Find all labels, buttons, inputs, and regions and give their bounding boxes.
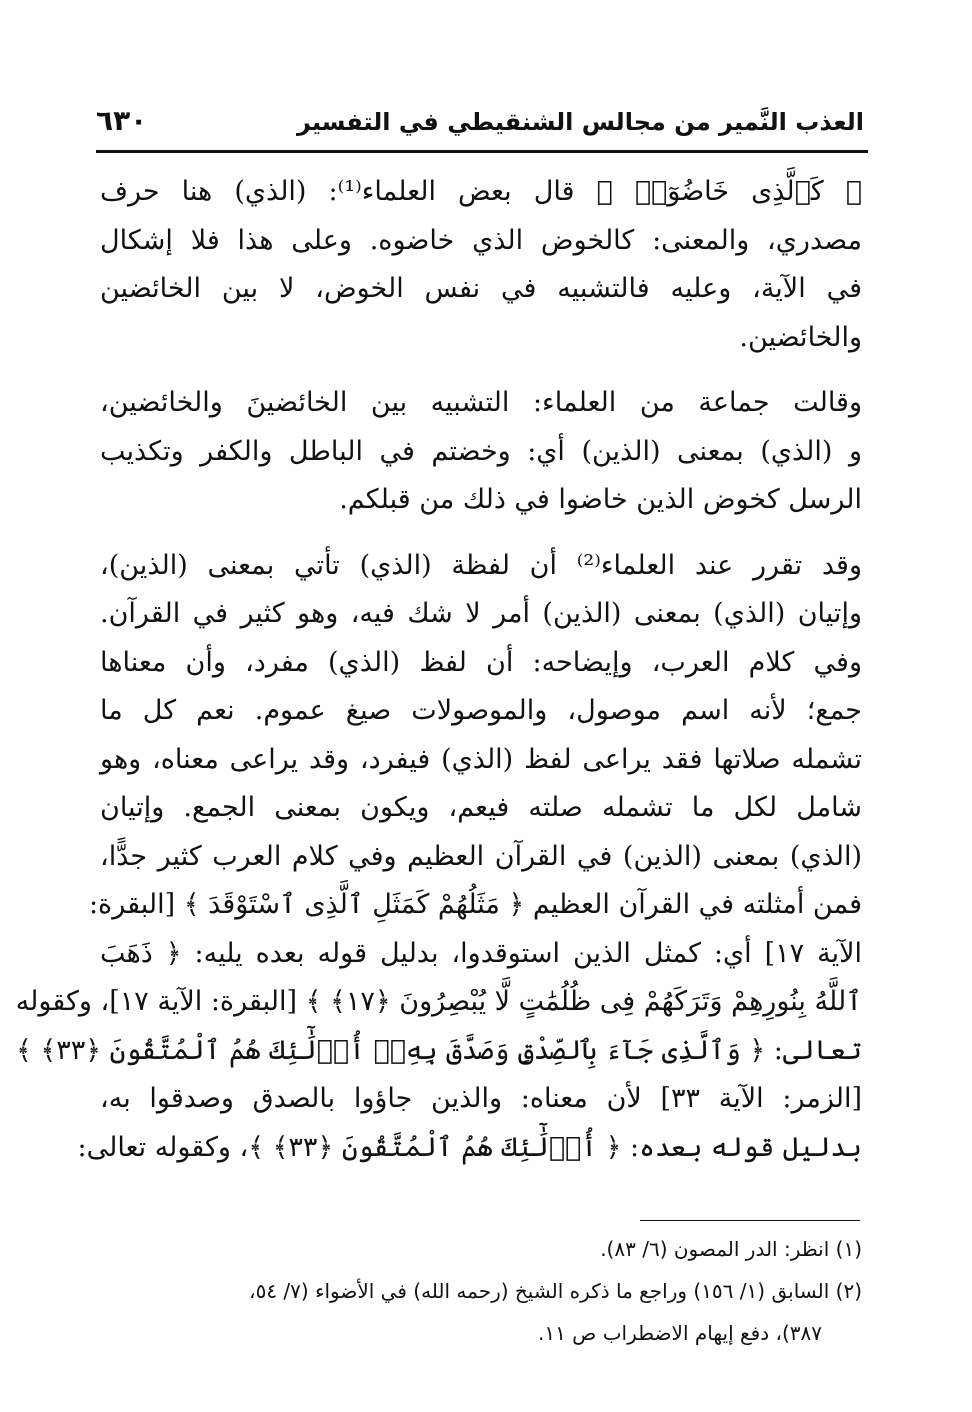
body-line: والخائضين. — [739, 321, 862, 353]
running-title: العذب النَّمير من مجالس الشنقيطي في التفسير — [297, 108, 864, 136]
body-line: وقالت جماعة من العلماء: التشبيه بين الخائضينَ والخائضين، — [100, 387, 862, 418]
body-line: (الذي) بمعنى (الذين) في القرآن العظيم وفي كلام العرب كثير جدًّا، — [100, 840, 862, 872]
header-rule — [96, 150, 868, 153]
footnote-1: (١) انظر: الدر المصون (٦/ ٨٣). — [600, 1237, 862, 1261]
paragraph-gap — [100, 525, 862, 542]
footnote-2: (٢) السابق (١/ ١٥٦) وراجع ما ذكره الشيخ (رحمه الله) في الأضواء (٧/ ٥٤، — [249, 1279, 862, 1303]
body-line: في الآية، وعليه فالتشبيه في نفس الخوض، لا بين الخائضين — [100, 273, 862, 304]
body-line: الآية ١٧] أي: كمثل الذين استوقدوا، بدليل قوله بعده يليه: ﴿ ذَهَبَ — [100, 937, 862, 969]
body-line: فمن أمثلته في القرآن العظيم ﴿ مَثَلُهُمْ كَمَثَلِ ٱلَّذِى ٱسْتَوْقَدَ ﴾ [البقرة: — [88, 889, 862, 920]
body-line: ﴿ كَٱلَّذِى خَاضُوٓا۟ ﴾ قال بعض العلماء⁽¹⁾: (الذي) هنا حرف — [100, 176, 862, 207]
body-line: وإتيان (الذي) بمعنى (الذين) أمر لا شك فيه، وهو كثير في القرآن. — [100, 598, 862, 629]
body-line: و (الذي) بمعنى (الذين) أي: وخضتم في الباطل والكفر وتكذيب — [100, 435, 862, 467]
body-line: وقد تقرر عند العلماء⁽²⁾ أن لفظة (الذي) تأتي بمعنى (الذين)، — [100, 549, 862, 581]
body-text — [15, 168, 862, 1172]
body-line: تشمله صلاتها فقد يراعى لفظ (الذي) فيفرد، وقد يراعى معناه، وهو — [100, 743, 862, 775]
body-line: ٱللَّهُ بِنُورِهِمْ وَتَرَكَهُمْ فِى ظُلُمَٰتٍ لَّا يُبْصِرُونَ ﴿١٧﴾ ﴾ [البقرة: الآية ١٧]، وكقوله — [15, 986, 862, 1017]
body-line: جمع؛ لأنه اسم موصول، والموصولات صيغ عموم. نعم كل ما — [100, 695, 862, 726]
page-number: ٦٣٠ — [96, 104, 148, 137]
body-line: [الزمر: الآية ٣٣] لأن معناه: والذين جاؤوا بالصدق وصدقوا به، — [100, 1083, 862, 1114]
footnote-rule — [640, 1220, 860, 1221]
body-line: تعالى: ﴿ وَٱلَّذِى جَآءَ بِٱلصِّدْقِ وَصَدَّقَ بِهِۦٓ أُو۟لَٰٓئِكَ هُمُ ٱلْمُتَّقُونَ ﴿٣٣﴾ ﴾ — [16, 1034, 862, 1066]
body-line: الرسل كخوض الذين خاضوا في ذلك من قبلكم. — [339, 484, 862, 515]
paragraph-gap — [100, 362, 862, 379]
body-line: شامل لكل ما تشمله صلته فيعم، ويكون بمعنى الجمع. وإتيان — [100, 792, 862, 823]
body-line: مصدري، والمعنى: كالخوض الذي خاضوه. وعلى هذا فلا إشكال — [100, 224, 862, 256]
body-line: بدليل قوله بعده: ﴿ أُو۟لَٰٓئِكَ هُمُ ٱلْمُتَّقُونَ ﴿٣٣﴾ ﴾، وكقوله تعالى: — [77, 1131, 862, 1163]
footnote-2-continuation: ٣٨٧)، دفع إيهام الاضطراب ص ١١. — [537, 1321, 822, 1345]
footnotes — [100, 1228, 862, 1354]
page-header — [96, 100, 864, 150]
body-line: وفي كلام العرب، وإيضاحه: أن لفظ (الذي) مفرد، وأن معناها — [100, 646, 862, 678]
